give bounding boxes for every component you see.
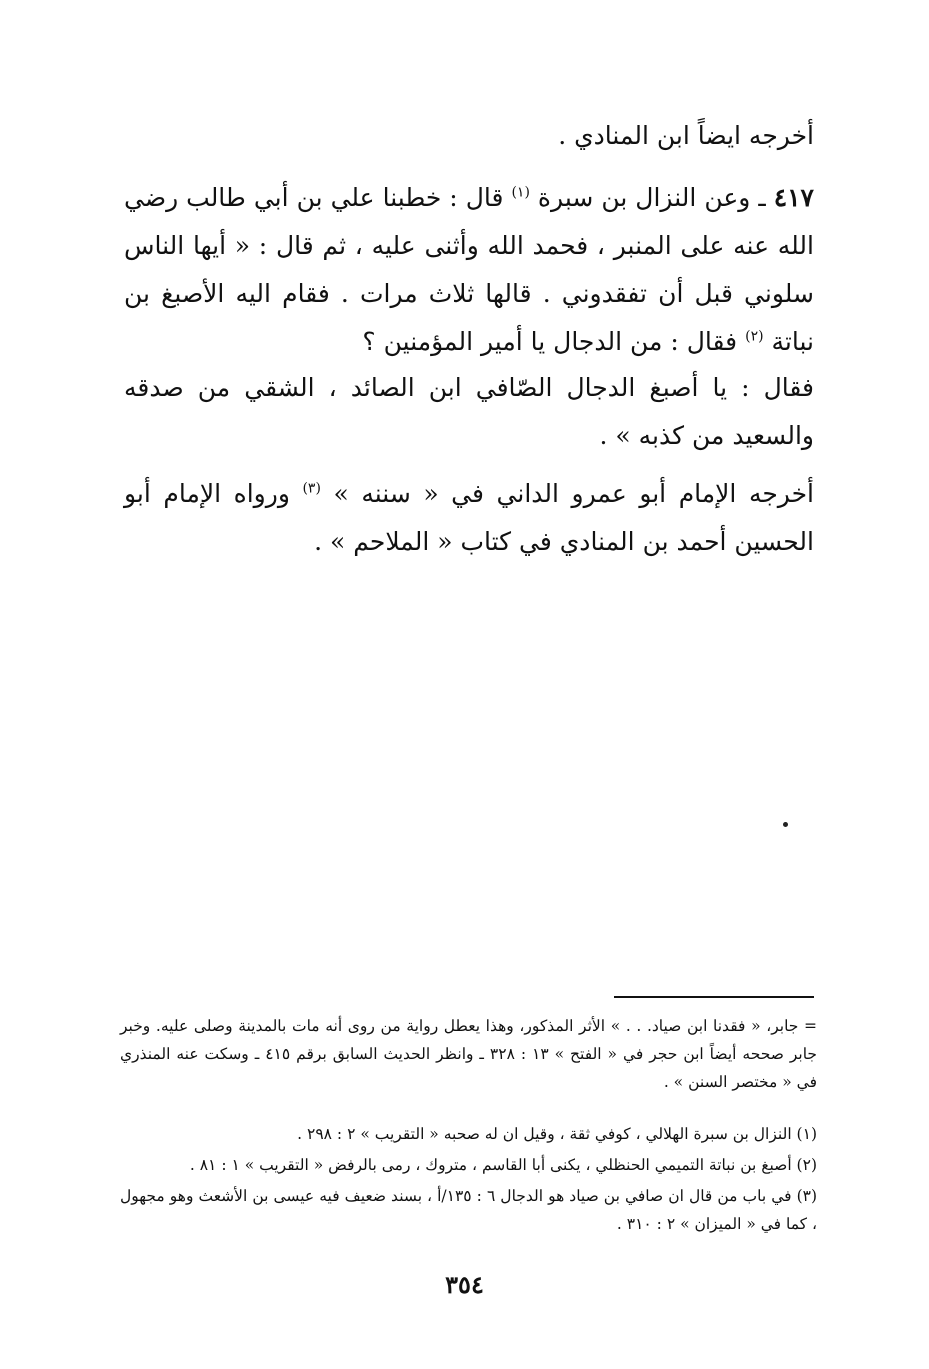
page-number: ٣٥٤ (445, 1270, 484, 1299)
paragraph-answer (124, 364, 814, 460)
sources-text-part-a: أخرجه الإمام أبو عمرو الداني في « سننه » (320, 479, 814, 508)
paragraph-answer-text: فقال : يا أصبغ الدجال الصّافي ابن الصائد ، الشقي من صدقه والسعيد من كذبه » . (124, 373, 814, 450)
footnote-2: (٢) أصبغ بن نباتة التميمي الحنظلي ، يكنى أبا القاسم ، متروك ، رمى بالرفض « التقريب » ١ : ٨١ . (189, 1156, 817, 1174)
hadith-text-part-c: فقال : من الدجال يا أمير المؤمنين ؟ (362, 327, 746, 356)
footnote-1: (١) النزال بن سبرة الهلالي ، كوفي ثقة ، وقيل ان له صحبه « التقريب » ٢ : ٢٩٨ . (297, 1125, 817, 1143)
hadith-number: ٤١٧ (773, 183, 814, 212)
paragraph-sources (124, 470, 814, 566)
paragraph-intro (124, 112, 814, 160)
footnote-3: (٣) في باب من قال ان صافي بن صياد هو الدجال ٦ : ١٣٥/أ ، بسند ضعيف فيه عيسى بن الأشعث وهو مجهول ، كما في « الميزان » ٢ : ٣١٠ . (120, 1187, 818, 1233)
paragraph-intro-text: أخرجه ايضاً ابن المنادي . (558, 121, 814, 150)
footnote-continuation: = جابر، « فقدنا ابن صياد. . . » الأثر المذكور، وهذا يعطل رواية من روى أنه مات بالمدينة وصلى عليه. وخبر جابر صححه أيضاً ابن حجر في « الفتح » ١٣ : ٣٢٨ ـ وانظر الحديث السابق برقم ٤١٥ ـ وسكت عنه المنذري في « مختصر السنن » . (120, 1017, 818, 1091)
stray-dot (783, 822, 788, 827)
footnote-ref-2[interactable]: (٢) (745, 328, 764, 345)
hadith-text-part-a: ـ وعن النزال بن سبرة (529, 183, 774, 212)
footnote-separator (614, 996, 814, 998)
paragraph-hadith-417 (124, 174, 814, 366)
sources-text-part-b: ورواه الإمام أبو الحسين أحمد بن المنادي في كتاب « الملاحم » . (124, 479, 814, 556)
footnote-ref-1[interactable]: (١) (511, 184, 530, 201)
footnote-ref-3[interactable]: (٣) (302, 480, 321, 497)
hadith-text-part-b: قال : خطبنا علي بن أبي طالب رضي الله عنه على المنبر ، فحمد الله وأثنى عليه ، ثم قال : « أيها الناس سلوني قبل أن تفقدوني . قالها ثلاث مرات . فقام اليه الأصبغ بن نباتة (124, 183, 814, 356)
